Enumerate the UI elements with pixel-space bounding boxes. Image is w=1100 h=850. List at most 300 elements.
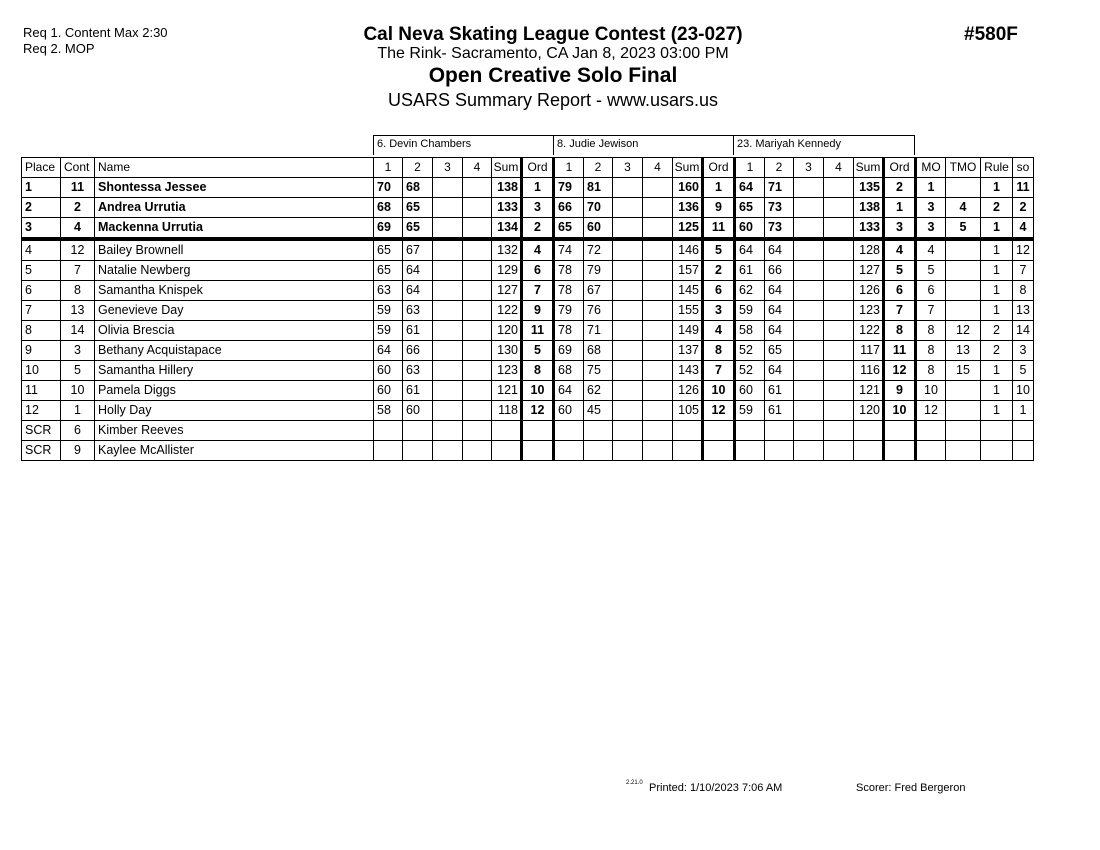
score-cell: 3 xyxy=(1013,341,1034,361)
column-header: 4 xyxy=(824,158,854,178)
score-cell: 4 xyxy=(946,198,981,218)
score-cell: 12 xyxy=(916,401,946,421)
score-cell xyxy=(824,261,854,281)
score-cell xyxy=(403,441,433,461)
score-cell: 2 xyxy=(703,261,735,281)
table-row xyxy=(22,381,1034,401)
column-header: Name xyxy=(95,158,374,178)
score-cell: 1 xyxy=(981,261,1013,281)
score-cell: 10 xyxy=(522,381,554,401)
requirement-2: Req 2. MOP xyxy=(23,41,95,56)
score-cell: 79 xyxy=(554,301,584,321)
score-cell: 123 xyxy=(492,361,522,381)
score-cell xyxy=(673,421,703,441)
score-cell: 3 xyxy=(916,198,946,218)
score-cell xyxy=(613,361,643,381)
score-cell: 52 xyxy=(735,341,765,361)
score-cell: 81 xyxy=(584,178,613,198)
score-cell xyxy=(463,381,492,401)
score-cell xyxy=(433,198,463,218)
score-cell: 79 xyxy=(584,261,613,281)
score-cell xyxy=(824,218,854,240)
score-cell xyxy=(492,421,522,441)
place-cell: 8 xyxy=(22,321,61,341)
score-cell: 1 xyxy=(1013,401,1034,421)
score-cell: 127 xyxy=(854,261,884,281)
score-cell xyxy=(463,301,492,321)
score-cell xyxy=(613,321,643,341)
column-header: Sum xyxy=(492,158,522,178)
score-cell xyxy=(463,281,492,301)
score-cell: 66 xyxy=(765,261,794,281)
score-cell: 7 xyxy=(1013,261,1034,281)
score-cell: 73 xyxy=(765,218,794,240)
judge-1-header: 6. Devin Chambers xyxy=(373,135,554,155)
score-cell: 5 xyxy=(1013,361,1034,381)
score-cell: 8 xyxy=(703,341,735,361)
score-cell: 65 xyxy=(554,218,584,240)
score-cell xyxy=(463,178,492,198)
table-row xyxy=(22,178,1034,198)
score-cell: 67 xyxy=(403,239,433,261)
score-cell: 64 xyxy=(765,239,794,261)
score-cell xyxy=(613,178,643,198)
score-cell: 7 xyxy=(61,261,95,281)
place-cell: 3 xyxy=(22,218,61,240)
judge-3-header: 23. Mariyah Kennedy xyxy=(733,135,915,155)
score-cell xyxy=(643,261,673,281)
scorer-label: Scorer: Fred Bergeron xyxy=(856,782,966,794)
score-cell: 70 xyxy=(584,198,613,218)
score-cell xyxy=(613,381,643,401)
results-table xyxy=(21,157,1034,461)
score-cell: 122 xyxy=(492,301,522,321)
score-cell xyxy=(824,341,854,361)
score-cell: 1 xyxy=(884,198,916,218)
column-header: 4 xyxy=(463,158,492,178)
column-header: Ord xyxy=(884,158,916,178)
score-cell: 10 xyxy=(61,381,95,401)
score-cell: 138 xyxy=(854,198,884,218)
column-header: 4 xyxy=(643,158,673,178)
score-cell: 4 xyxy=(916,239,946,261)
score-cell: 45 xyxy=(584,401,613,421)
score-cell: 11 xyxy=(884,341,916,361)
score-cell: 12 xyxy=(522,401,554,421)
table-row xyxy=(22,239,1034,261)
score-cell xyxy=(433,239,463,261)
score-cell: 66 xyxy=(554,198,584,218)
score-cell xyxy=(433,178,463,198)
score-cell: 68 xyxy=(403,178,433,198)
column-header: so xyxy=(1013,158,1034,178)
score-cell xyxy=(884,421,916,441)
score-cell: 13 xyxy=(1013,301,1034,321)
score-cell: 63 xyxy=(403,301,433,321)
version-label: 2.21.0 xyxy=(626,780,643,786)
table-row xyxy=(22,321,1034,341)
score-cell: 160 xyxy=(673,178,703,198)
score-cell: 58 xyxy=(735,321,765,341)
score-cell: 62 xyxy=(735,281,765,301)
score-cell: 4 xyxy=(884,239,916,261)
score-cell: 60 xyxy=(374,361,403,381)
column-header: 2 xyxy=(584,158,613,178)
score-cell: 129 xyxy=(492,261,522,281)
score-cell: 78 xyxy=(554,281,584,301)
score-cell: 133 xyxy=(492,198,522,218)
score-cell: 69 xyxy=(554,341,584,361)
score-cell: 5 xyxy=(884,261,916,281)
place-cell: 7 xyxy=(22,301,61,321)
skater-name: Pamela Diggs xyxy=(95,381,374,401)
score-cell: 8 xyxy=(916,361,946,381)
score-cell: 68 xyxy=(584,341,613,361)
score-cell: 59 xyxy=(374,321,403,341)
score-cell xyxy=(854,421,884,441)
score-cell: 2 xyxy=(981,341,1013,361)
score-cell xyxy=(946,301,981,321)
score-cell: 1 xyxy=(981,401,1013,421)
score-cell: 8 xyxy=(916,341,946,361)
score-cell: 3 xyxy=(703,301,735,321)
score-cell: 7 xyxy=(884,301,916,321)
score-cell: 75 xyxy=(584,361,613,381)
score-cell xyxy=(824,198,854,218)
place-cell: 11 xyxy=(22,381,61,401)
score-cell xyxy=(854,441,884,461)
place-cell: 1 xyxy=(22,178,61,198)
score-cell: 1 xyxy=(61,401,95,421)
score-cell: 8 xyxy=(884,321,916,341)
score-cell: 1 xyxy=(703,178,735,198)
skater-name: Kimber Reeves xyxy=(95,421,374,441)
score-cell xyxy=(433,261,463,281)
score-cell xyxy=(613,441,643,461)
score-cell xyxy=(403,421,433,441)
score-cell xyxy=(703,421,735,441)
score-cell xyxy=(946,239,981,261)
place-cell: SCR xyxy=(22,441,61,461)
score-cell: 12 xyxy=(884,361,916,381)
table-row xyxy=(22,421,1034,441)
column-header: Place xyxy=(22,158,61,178)
score-cell xyxy=(794,198,824,218)
score-cell: 74 xyxy=(554,239,584,261)
score-cell: 1 xyxy=(981,178,1013,198)
score-cell: 13 xyxy=(61,301,95,321)
score-cell xyxy=(794,341,824,361)
skater-name: Genevieve Day xyxy=(95,301,374,321)
score-cell: 71 xyxy=(765,178,794,198)
score-cell xyxy=(374,441,403,461)
score-cell xyxy=(463,341,492,361)
score-cell xyxy=(613,281,643,301)
score-cell xyxy=(703,441,735,461)
score-cell: 8 xyxy=(61,281,95,301)
table-row xyxy=(22,301,1034,321)
score-cell: 78 xyxy=(554,261,584,281)
score-cell: 52 xyxy=(735,361,765,381)
score-cell xyxy=(433,381,463,401)
table-row xyxy=(22,218,1034,240)
score-cell: 143 xyxy=(673,361,703,381)
rink-date-line: The Rink- Sacramento, CA Jan 8, 2023 03:00 PM xyxy=(377,45,729,62)
score-cell: 13 xyxy=(946,341,981,361)
score-cell: 7 xyxy=(522,281,554,301)
score-cell: 7 xyxy=(703,361,735,381)
score-cell: 64 xyxy=(403,261,433,281)
place-cell: 9 xyxy=(22,341,61,361)
score-cell: 146 xyxy=(673,239,703,261)
score-cell xyxy=(643,421,673,441)
score-cell: 128 xyxy=(854,239,884,261)
score-cell: 61 xyxy=(765,381,794,401)
score-cell: 1 xyxy=(981,239,1013,261)
score-cell: 64 xyxy=(765,281,794,301)
score-cell: 64 xyxy=(765,321,794,341)
column-header: 1 xyxy=(554,158,584,178)
skater-name: Olivia Brescia xyxy=(95,321,374,341)
score-cell xyxy=(946,178,981,198)
score-cell: 12 xyxy=(61,239,95,261)
score-cell: 125 xyxy=(673,218,703,240)
score-cell xyxy=(613,198,643,218)
score-cell: 3 xyxy=(884,218,916,240)
score-cell: 71 xyxy=(584,321,613,341)
score-cell: 61 xyxy=(735,261,765,281)
score-cell: 149 xyxy=(673,321,703,341)
score-cell: 79 xyxy=(554,178,584,198)
score-cell: 60 xyxy=(403,401,433,421)
column-header: Rule xyxy=(981,158,1013,178)
score-cell: 10 xyxy=(1013,381,1034,401)
score-cell xyxy=(463,321,492,341)
score-cell xyxy=(794,218,824,240)
score-cell: 5 xyxy=(916,261,946,281)
score-cell xyxy=(946,441,981,461)
score-cell: 2 xyxy=(981,198,1013,218)
score-cell xyxy=(433,441,463,461)
skater-name: Samantha Knispek xyxy=(95,281,374,301)
score-cell xyxy=(981,421,1013,441)
score-cell xyxy=(794,261,824,281)
table-row xyxy=(22,281,1034,301)
column-header: 2 xyxy=(765,158,794,178)
score-cell: 132 xyxy=(492,239,522,261)
table-header-row xyxy=(22,158,1034,178)
score-cell: 69 xyxy=(374,218,403,240)
table-row xyxy=(22,341,1034,361)
score-cell: 1 xyxy=(916,178,946,198)
score-cell xyxy=(463,198,492,218)
table-row xyxy=(22,198,1034,218)
score-cell xyxy=(794,178,824,198)
score-cell xyxy=(946,381,981,401)
score-cell: 64 xyxy=(735,239,765,261)
score-cell xyxy=(584,441,613,461)
score-cell: 133 xyxy=(854,218,884,240)
score-cell: 130 xyxy=(492,341,522,361)
score-cell xyxy=(643,178,673,198)
score-cell: 60 xyxy=(554,401,584,421)
score-cell: 66 xyxy=(403,341,433,361)
score-cell: 4 xyxy=(522,239,554,261)
score-cell xyxy=(643,441,673,461)
score-cell xyxy=(824,239,854,261)
score-cell xyxy=(463,361,492,381)
requirement-1: Req 1. Content Max 2:30 xyxy=(23,25,168,40)
score-cell: 65 xyxy=(765,341,794,361)
column-header: 3 xyxy=(433,158,463,178)
skater-name: Andrea Urrutia xyxy=(95,198,374,218)
score-cell xyxy=(1013,441,1034,461)
score-cell xyxy=(554,421,584,441)
score-cell: 67 xyxy=(584,281,613,301)
score-cell: 78 xyxy=(554,321,584,341)
score-cell xyxy=(794,361,824,381)
score-cell: 9 xyxy=(522,301,554,321)
score-cell xyxy=(643,301,673,321)
score-cell: 64 xyxy=(735,178,765,198)
score-cell: 5 xyxy=(61,361,95,381)
score-cell xyxy=(433,341,463,361)
score-cell xyxy=(916,441,946,461)
score-cell xyxy=(433,281,463,301)
score-cell: 60 xyxy=(584,218,613,240)
score-cell: 61 xyxy=(765,401,794,421)
score-cell: 10 xyxy=(703,381,735,401)
score-cell: 65 xyxy=(374,261,403,281)
column-header: Ord xyxy=(522,158,554,178)
score-cell: 8 xyxy=(1013,281,1034,301)
score-cell xyxy=(433,361,463,381)
score-cell: 118 xyxy=(492,401,522,421)
column-header: TMO xyxy=(946,158,981,178)
report-title: USARS Summary Report - www.usars.us xyxy=(387,90,719,110)
score-cell xyxy=(946,401,981,421)
score-cell xyxy=(643,239,673,261)
score-cell: 134 xyxy=(492,218,522,240)
score-cell xyxy=(643,401,673,421)
place-cell: 10 xyxy=(22,361,61,381)
contest-title: Cal Neva Skating League Contest (23-027) xyxy=(363,24,743,45)
score-cell xyxy=(673,441,703,461)
score-cell xyxy=(463,441,492,461)
score-cell: 8 xyxy=(916,321,946,341)
column-header: 3 xyxy=(613,158,643,178)
score-cell: 120 xyxy=(854,401,884,421)
score-cell: 60 xyxy=(374,381,403,401)
score-cell: 72 xyxy=(584,239,613,261)
score-cell: 135 xyxy=(854,178,884,198)
score-cell: 11 xyxy=(703,218,735,240)
score-cell: 1 xyxy=(981,301,1013,321)
score-cell xyxy=(613,218,643,240)
score-cell: 121 xyxy=(492,381,522,401)
table-row xyxy=(22,361,1034,381)
score-cell: 4 xyxy=(703,321,735,341)
score-cell xyxy=(613,401,643,421)
score-cell: 59 xyxy=(735,401,765,421)
score-cell: 122 xyxy=(854,321,884,341)
score-cell xyxy=(824,301,854,321)
score-cell: 123 xyxy=(854,301,884,321)
score-cell: 8 xyxy=(522,361,554,381)
score-cell xyxy=(824,421,854,441)
score-cell: 6 xyxy=(522,261,554,281)
score-cell xyxy=(584,421,613,441)
score-cell: 120 xyxy=(492,321,522,341)
score-cell xyxy=(946,281,981,301)
score-cell: 10 xyxy=(916,381,946,401)
score-cell: 68 xyxy=(374,198,403,218)
score-cell xyxy=(463,239,492,261)
score-cell xyxy=(643,381,673,401)
score-cell: 64 xyxy=(403,281,433,301)
place-cell: SCR xyxy=(22,421,61,441)
skater-name: Holly Day xyxy=(95,401,374,421)
score-cell: 68 xyxy=(554,361,584,381)
score-cell: 12 xyxy=(946,321,981,341)
score-cell: 136 xyxy=(673,198,703,218)
score-cell: 145 xyxy=(673,281,703,301)
score-cell: 6 xyxy=(703,281,735,301)
skater-name: Shontessa Jessee xyxy=(95,178,374,198)
score-cell: 64 xyxy=(374,341,403,361)
score-cell: 2 xyxy=(61,198,95,218)
score-cell xyxy=(824,178,854,198)
score-cell: 127 xyxy=(492,281,522,301)
score-cell xyxy=(613,261,643,281)
score-cell: 60 xyxy=(735,218,765,240)
score-cell xyxy=(765,441,794,461)
score-cell xyxy=(643,341,673,361)
score-cell: 138 xyxy=(492,178,522,198)
column-header: 1 xyxy=(374,158,403,178)
column-header: Ord xyxy=(703,158,735,178)
score-cell: 63 xyxy=(374,281,403,301)
table-row xyxy=(22,261,1034,281)
table-row xyxy=(22,401,1034,421)
score-cell xyxy=(643,218,673,240)
score-cell xyxy=(824,321,854,341)
column-header: Cont xyxy=(61,158,95,178)
score-cell xyxy=(643,198,673,218)
score-cell: 11 xyxy=(61,178,95,198)
score-cell: 2 xyxy=(981,321,1013,341)
score-cell xyxy=(824,361,854,381)
score-cell xyxy=(981,441,1013,461)
score-cell: 62 xyxy=(584,381,613,401)
score-cell xyxy=(824,401,854,421)
score-cell: 59 xyxy=(374,301,403,321)
score-cell: 65 xyxy=(374,239,403,261)
score-cell xyxy=(735,441,765,461)
score-cell: 155 xyxy=(673,301,703,321)
event-number: #580F xyxy=(964,24,1018,45)
score-cell: 14 xyxy=(61,321,95,341)
score-cell xyxy=(613,421,643,441)
score-cell: 6 xyxy=(61,421,95,441)
score-cell xyxy=(643,321,673,341)
score-cell: 2 xyxy=(522,218,554,240)
score-cell: 157 xyxy=(673,261,703,281)
column-header: MO xyxy=(916,158,946,178)
score-cell: 2 xyxy=(1013,198,1034,218)
score-cell xyxy=(433,421,463,441)
skater-name: Bailey Brownell xyxy=(95,239,374,261)
